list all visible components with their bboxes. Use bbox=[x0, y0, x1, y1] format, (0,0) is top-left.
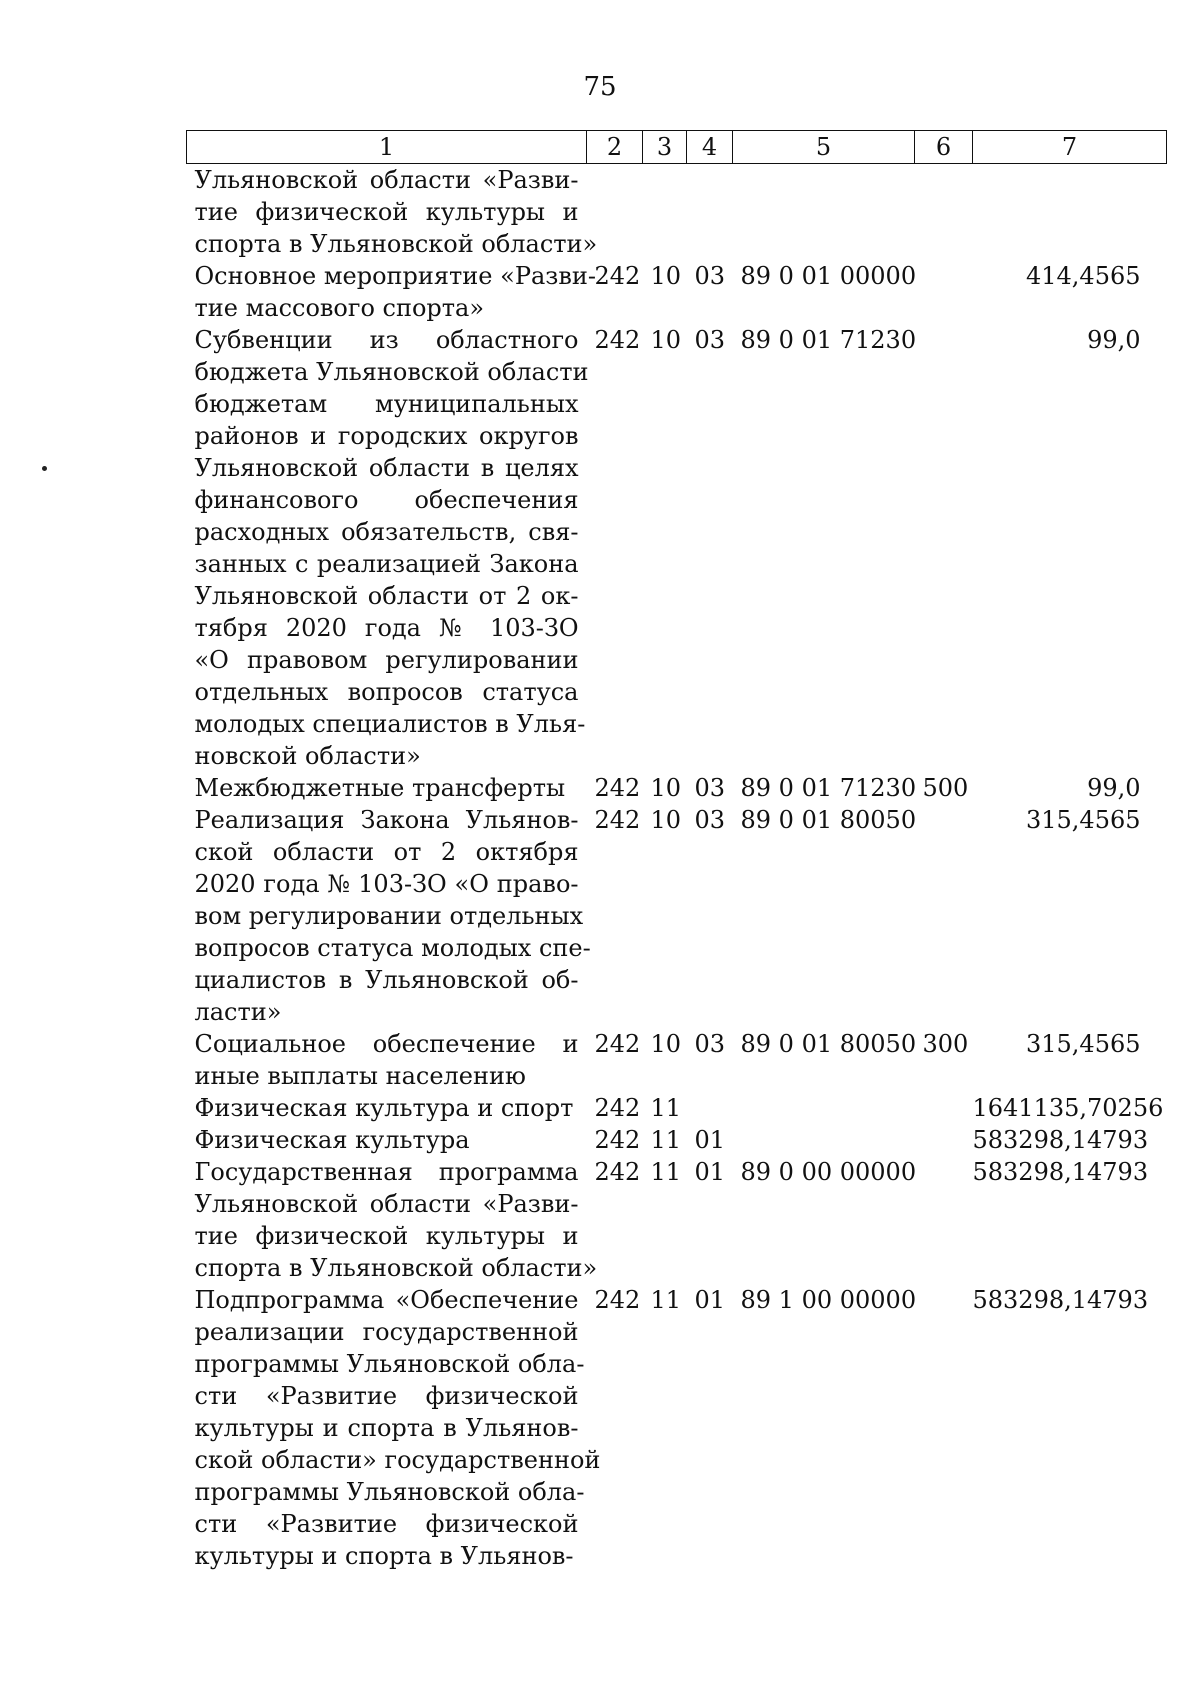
row-name-line: Субвенции из областного bbox=[194, 326, 579, 354]
row-name-line: Социальное обеспечение и bbox=[194, 1030, 579, 1058]
budget-table bbox=[186, 130, 1167, 1572]
row-name-line: новской области» bbox=[194, 742, 421, 770]
row-name-line: спорта в Ульяновской области» bbox=[194, 230, 598, 258]
column-header-2: 2 bbox=[587, 131, 643, 164]
column-header-3: 3 bbox=[643, 131, 687, 164]
row-name-line: программы Ульяновской обла- bbox=[194, 1350, 585, 1378]
table-row bbox=[187, 1124, 1167, 1156]
subsection-code-cell bbox=[687, 164, 733, 261]
row-name-line: вопросов статуса молодых спе- bbox=[194, 934, 591, 962]
target-article-cell: 89 1 00 00000 bbox=[740, 1286, 917, 1314]
subsection-code-cell: 03 bbox=[694, 1030, 726, 1058]
row-name-cell bbox=[187, 1124, 587, 1156]
section-code-cell: 11 bbox=[650, 1126, 682, 1154]
ministry-code-cell: 242 bbox=[594, 1030, 641, 1058]
column-header-6: 6 bbox=[915, 131, 973, 164]
row-name-line: Ульяновской области в целях bbox=[194, 454, 579, 482]
row-name-line: Физическая культура и спорт bbox=[194, 1094, 574, 1122]
expense-type-cell bbox=[915, 1124, 973, 1156]
target-article-cell: 89 0 01 80050 bbox=[740, 1030, 917, 1058]
row-name-line: районов и городских округов bbox=[194, 422, 579, 450]
target-article-cell: 89 0 01 71230 bbox=[740, 326, 917, 354]
section-code-cell: 11 bbox=[650, 1158, 682, 1186]
target-article-cell: 89 0 00 00000 bbox=[740, 1158, 917, 1186]
row-name-line: иные выплаты населению bbox=[194, 1062, 526, 1090]
table-row bbox=[187, 804, 1167, 1028]
row-name-cell bbox=[187, 260, 596, 324]
expense-type-cell bbox=[915, 324, 973, 772]
ministry-code-cell: 242 bbox=[594, 1126, 641, 1154]
table-row bbox=[187, 1092, 1167, 1124]
row-name-line: тября 2020 года № 103-ЗО bbox=[194, 614, 579, 642]
ministry-code-cell: 242 bbox=[594, 1094, 641, 1122]
table-header-row bbox=[187, 131, 1167, 164]
ministry-code-cell: 242 bbox=[594, 326, 641, 354]
target-article-cell: 89 0 01 71230 bbox=[740, 774, 917, 802]
section-code-cell: 10 bbox=[650, 1030, 682, 1058]
ministry-code-cell: 242 bbox=[594, 1286, 641, 1314]
row-name-line: отдельных вопросов статуса bbox=[194, 678, 579, 706]
section-code-cell: 11 bbox=[650, 1286, 682, 1314]
row-name-line: Ульяновской области «Разви- bbox=[194, 166, 579, 194]
subsection-code-cell bbox=[687, 1092, 733, 1124]
row-name-line: 2020 года № 103-ЗО «О право- bbox=[194, 870, 579, 898]
expense-type-cell bbox=[915, 1156, 973, 1284]
row-name-line: ской области от 2 октября bbox=[194, 838, 579, 866]
amount-cell: 315,4565 bbox=[1025, 806, 1141, 834]
section-code-cell: 10 bbox=[650, 262, 682, 290]
table-row bbox=[187, 260, 1167, 324]
row-name-cell bbox=[187, 1092, 587, 1124]
table-row bbox=[187, 1156, 1167, 1284]
row-name-line: сти «Развитие физической bbox=[194, 1382, 579, 1410]
column-header-7: 7 bbox=[973, 131, 1167, 164]
subsection-code-cell: 03 bbox=[694, 774, 726, 802]
table-row bbox=[187, 1028, 1167, 1092]
table-row bbox=[187, 324, 1167, 772]
ministry-code-cell: 242 bbox=[594, 1158, 641, 1186]
row-name-line: Подпрограмма «Обеспечение bbox=[194, 1286, 579, 1314]
amount-cell: 1641135,70256 bbox=[972, 1094, 1164, 1122]
page-number: 75 bbox=[583, 72, 617, 102]
amount-cell: 315,4565 bbox=[1025, 1030, 1141, 1058]
subsection-code-cell: 03 bbox=[694, 326, 726, 354]
row-name-line: расходных обязательств, свя- bbox=[194, 518, 579, 546]
row-name-line: бюджета Ульяновской области bbox=[194, 358, 589, 386]
section-code-cell: 10 bbox=[650, 326, 682, 354]
row-name-cell bbox=[187, 164, 598, 261]
row-name-line: тие физической культуры и bbox=[194, 1222, 579, 1250]
scan-speck bbox=[42, 466, 47, 471]
row-name-line: тие физической культуры и bbox=[194, 198, 579, 226]
amount-cell: 99,0 bbox=[1087, 326, 1141, 354]
target-article-cell bbox=[733, 1124, 915, 1156]
expense-type-cell bbox=[915, 164, 973, 261]
section-code-cell: 10 bbox=[650, 774, 682, 802]
expense-type-cell: 500 bbox=[922, 774, 969, 802]
row-name-line: Ульяновской области «Разви- bbox=[194, 1190, 579, 1218]
row-name-line: циалистов в Ульяновской об- bbox=[194, 966, 579, 994]
table-row bbox=[187, 1284, 1167, 1572]
row-name-cell bbox=[187, 1284, 601, 1572]
row-name-line: тие массового спорта» bbox=[194, 294, 485, 322]
row-name-line: спорта в Ульяновской области» bbox=[194, 1254, 598, 1282]
row-name-line: сти «Развитие физической bbox=[194, 1510, 579, 1538]
target-article-cell bbox=[733, 1092, 915, 1124]
row-name-line: «О правовом регулировании bbox=[194, 646, 579, 674]
amount-cell: 583298,14793 bbox=[972, 1126, 1149, 1154]
row-name-cell bbox=[187, 772, 587, 804]
subsection-code-cell: 01 bbox=[694, 1126, 726, 1154]
subsection-code-cell: 03 bbox=[694, 806, 726, 834]
row-name-cell bbox=[187, 324, 587, 772]
row-name-line: реализации государственной bbox=[194, 1318, 579, 1346]
row-name-line: Ульяновской области от 2 ок- bbox=[194, 582, 579, 610]
amount-cell: 583298,14793 bbox=[972, 1286, 1149, 1314]
row-name-line: Физическая культура bbox=[194, 1126, 470, 1154]
row-name-line: программы Ульяновской обла- bbox=[194, 1478, 585, 1506]
row-name-line: бюджетам муниципальных bbox=[194, 390, 579, 418]
row-name-line: финансового обеспечения bbox=[194, 486, 579, 514]
section-code-cell: 11 bbox=[650, 1094, 682, 1122]
ministry-code-cell: 242 bbox=[594, 262, 641, 290]
expense-type-cell bbox=[915, 1092, 973, 1124]
column-header-4: 4 bbox=[687, 131, 733, 164]
column-header-1: 1 bbox=[187, 131, 587, 164]
subsection-code-cell: 01 bbox=[694, 1286, 726, 1314]
row-name-cell bbox=[187, 804, 591, 1028]
amount-cell: 99,0 bbox=[1087, 774, 1141, 802]
row-name-line: культуры и спорта в Ульянов- bbox=[194, 1414, 579, 1442]
table-body bbox=[187, 164, 1167, 1573]
expense-type-cell bbox=[915, 260, 973, 324]
target-article-cell bbox=[733, 164, 915, 261]
subsection-code-cell: 01 bbox=[694, 1158, 726, 1186]
row-name-line: занных с реализацией Закона bbox=[194, 550, 579, 578]
row-name-line: Реализация Закона Ульянов- bbox=[194, 806, 579, 834]
column-header-5: 5 bbox=[733, 131, 915, 164]
expense-type-cell bbox=[915, 1284, 973, 1572]
subsection-code-cell: 03 bbox=[694, 262, 726, 290]
section-code-cell: 10 bbox=[650, 806, 682, 834]
row-name-line: ласти» bbox=[194, 998, 282, 1026]
expense-type-cell bbox=[915, 804, 973, 1028]
ministry-code-cell: 242 bbox=[594, 806, 641, 834]
table-row bbox=[187, 164, 1167, 261]
target-article-cell: 89 0 01 80050 bbox=[740, 806, 917, 834]
row-name-cell bbox=[187, 1028, 587, 1092]
amount-cell: 414,4565 bbox=[1025, 262, 1141, 290]
row-name-cell bbox=[187, 1156, 598, 1284]
ministry-code-cell: 242 bbox=[594, 774, 641, 802]
target-article-cell: 89 0 01 00000 bbox=[740, 262, 917, 290]
amount-cell bbox=[973, 164, 1167, 261]
table-row bbox=[187, 772, 1167, 804]
amount-cell: 583298,14793 bbox=[972, 1158, 1149, 1186]
expense-type-cell: 300 bbox=[922, 1030, 969, 1058]
row-name-line: ской области» государственной bbox=[194, 1446, 601, 1474]
row-name-line: Межбюджетные трансферты bbox=[194, 774, 566, 802]
section-code-cell bbox=[643, 164, 687, 261]
row-name-line: Государственная программа bbox=[194, 1158, 579, 1186]
row-name-line: вом регулировании отдельных bbox=[194, 902, 584, 930]
row-name-line: молодых специалистов в Улья- bbox=[194, 710, 586, 738]
row-name-line: культуры и спорта в Ульянов- bbox=[194, 1542, 574, 1570]
row-name-line: Основное мероприятие «Разви- bbox=[194, 262, 596, 290]
